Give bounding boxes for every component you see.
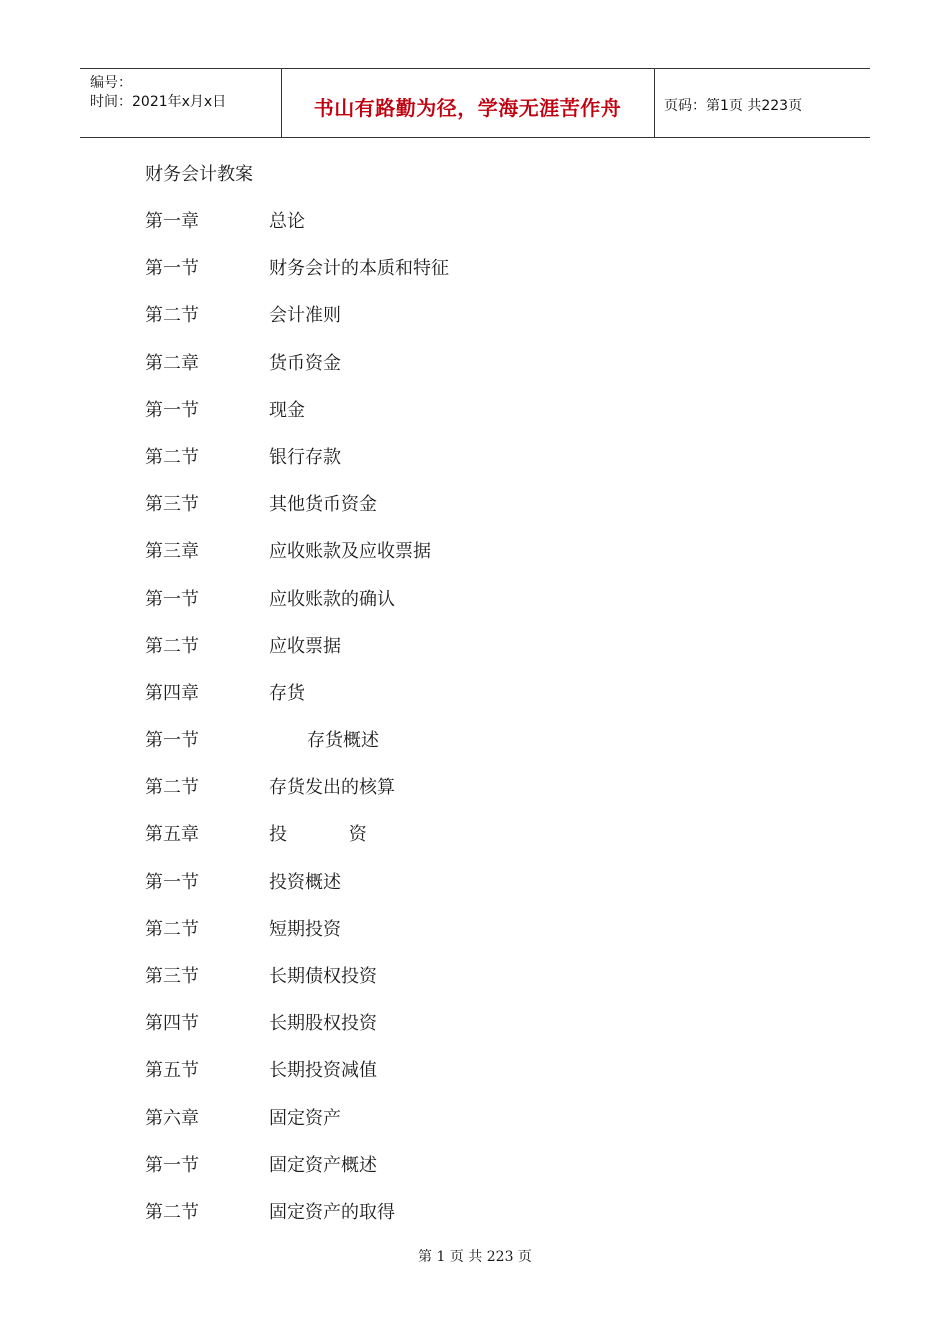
toc-row: [145, 396, 745, 443]
toc-number: 第五章: [145, 824, 199, 846]
toc-row: [145, 207, 745, 254]
toc-row: [145, 915, 745, 962]
toc-number: 第一节: [145, 258, 199, 280]
toc-row: [145, 679, 745, 726]
toc-number: 第三章: [145, 541, 199, 563]
toc-row: [145, 349, 745, 396]
toc-title: 银行存款: [269, 446, 341, 468]
document-title: 财务会计教案: [145, 164, 253, 185]
toc-title: 固定资产的取得: [269, 1201, 395, 1223]
toc-row: [145, 773, 745, 820]
toc-title: 存货概述: [307, 730, 379, 752]
toc-title: 应收账款的确认: [269, 588, 395, 610]
header-meta-cell: [80, 69, 282, 137]
toc-row: [145, 1151, 745, 1198]
header-motto: 书山有路勤为径，学海无涯苦作舟: [313, 96, 622, 120]
header-page-cell: [655, 69, 870, 137]
toc-number: 第一节: [145, 730, 199, 752]
toc-number: 第二节: [145, 918, 199, 940]
toc-title: 固定资产概述: [269, 1154, 377, 1176]
toc-title: 其他货币资金: [269, 494, 377, 516]
toc-row: [145, 443, 745, 490]
toc-number: 第一章: [145, 211, 199, 232]
toc-row: [145, 254, 745, 301]
toc-row: [145, 1104, 745, 1151]
toc-row: [145, 868, 745, 915]
toc-title: 固定资产: [269, 1107, 341, 1129]
toc-number: 第二节: [145, 777, 199, 799]
toc-row: [145, 1009, 745, 1056]
toc-number: 第四节: [145, 1013, 199, 1035]
toc-title: 投资概述: [269, 871, 341, 893]
header-page-info: 页码：第1页 共223页: [664, 98, 803, 114]
toc-number: 第二节: [145, 1201, 199, 1223]
toc-number: 第一节: [145, 871, 199, 893]
toc-row: [145, 962, 745, 1009]
toc-title: 投 资: [269, 824, 367, 846]
document-time-label: 时间：2021年x月x日: [90, 94, 227, 110]
header-motto-cell: [281, 69, 655, 137]
toc-title: 长期投资减值: [269, 1060, 377, 1082]
document-number-label: 编号：: [90, 75, 132, 91]
toc-row: [145, 1198, 745, 1245]
toc-title: 长期股权投资: [269, 1013, 377, 1035]
toc-title: 存货发出的核算: [269, 777, 395, 799]
toc-number: 第三节: [145, 494, 199, 516]
toc-row: [145, 632, 745, 679]
toc-title: 会计准则: [269, 305, 341, 327]
toc-number: 第三节: [145, 966, 199, 987]
toc-number: 第一节: [145, 588, 199, 610]
toc-row: [145, 490, 745, 537]
toc-row: [145, 820, 745, 867]
toc-row: [145, 301, 745, 348]
toc-number: 第二节: [145, 305, 199, 327]
toc-number: 第二节: [145, 446, 199, 468]
toc-title: 长期债权投资: [269, 966, 377, 987]
toc-title: 应收票据: [269, 635, 341, 657]
toc-title: 应收账款及应收票据: [269, 541, 431, 563]
page-header: [80, 68, 870, 138]
toc-number: 第四章: [145, 682, 199, 704]
table-of-contents: [145, 207, 745, 1245]
toc-number: 第六章: [145, 1107, 199, 1129]
footer-page-number: 第 1 页 共 223 页: [418, 1249, 532, 1265]
toc-title: 短期投资: [269, 918, 341, 940]
toc-title: 总论: [269, 211, 305, 232]
toc-title: 货币资金: [269, 352, 341, 374]
toc-number: 第二节: [145, 635, 199, 657]
page-footer: [0, 1246, 950, 1266]
toc-number: 第一节: [145, 1154, 199, 1176]
toc-row: [145, 585, 745, 632]
toc-row: [145, 726, 745, 773]
toc-title: 现金: [269, 399, 305, 421]
toc-row: [145, 1056, 745, 1103]
toc-number: 第一节: [145, 399, 199, 421]
toc-row: [145, 537, 745, 584]
toc-number: 第二章: [145, 352, 199, 374]
toc-number: 第五节: [145, 1060, 199, 1082]
toc-title: 财务会计的本质和特征: [269, 258, 449, 280]
toc-title: 存货: [269, 682, 305, 704]
